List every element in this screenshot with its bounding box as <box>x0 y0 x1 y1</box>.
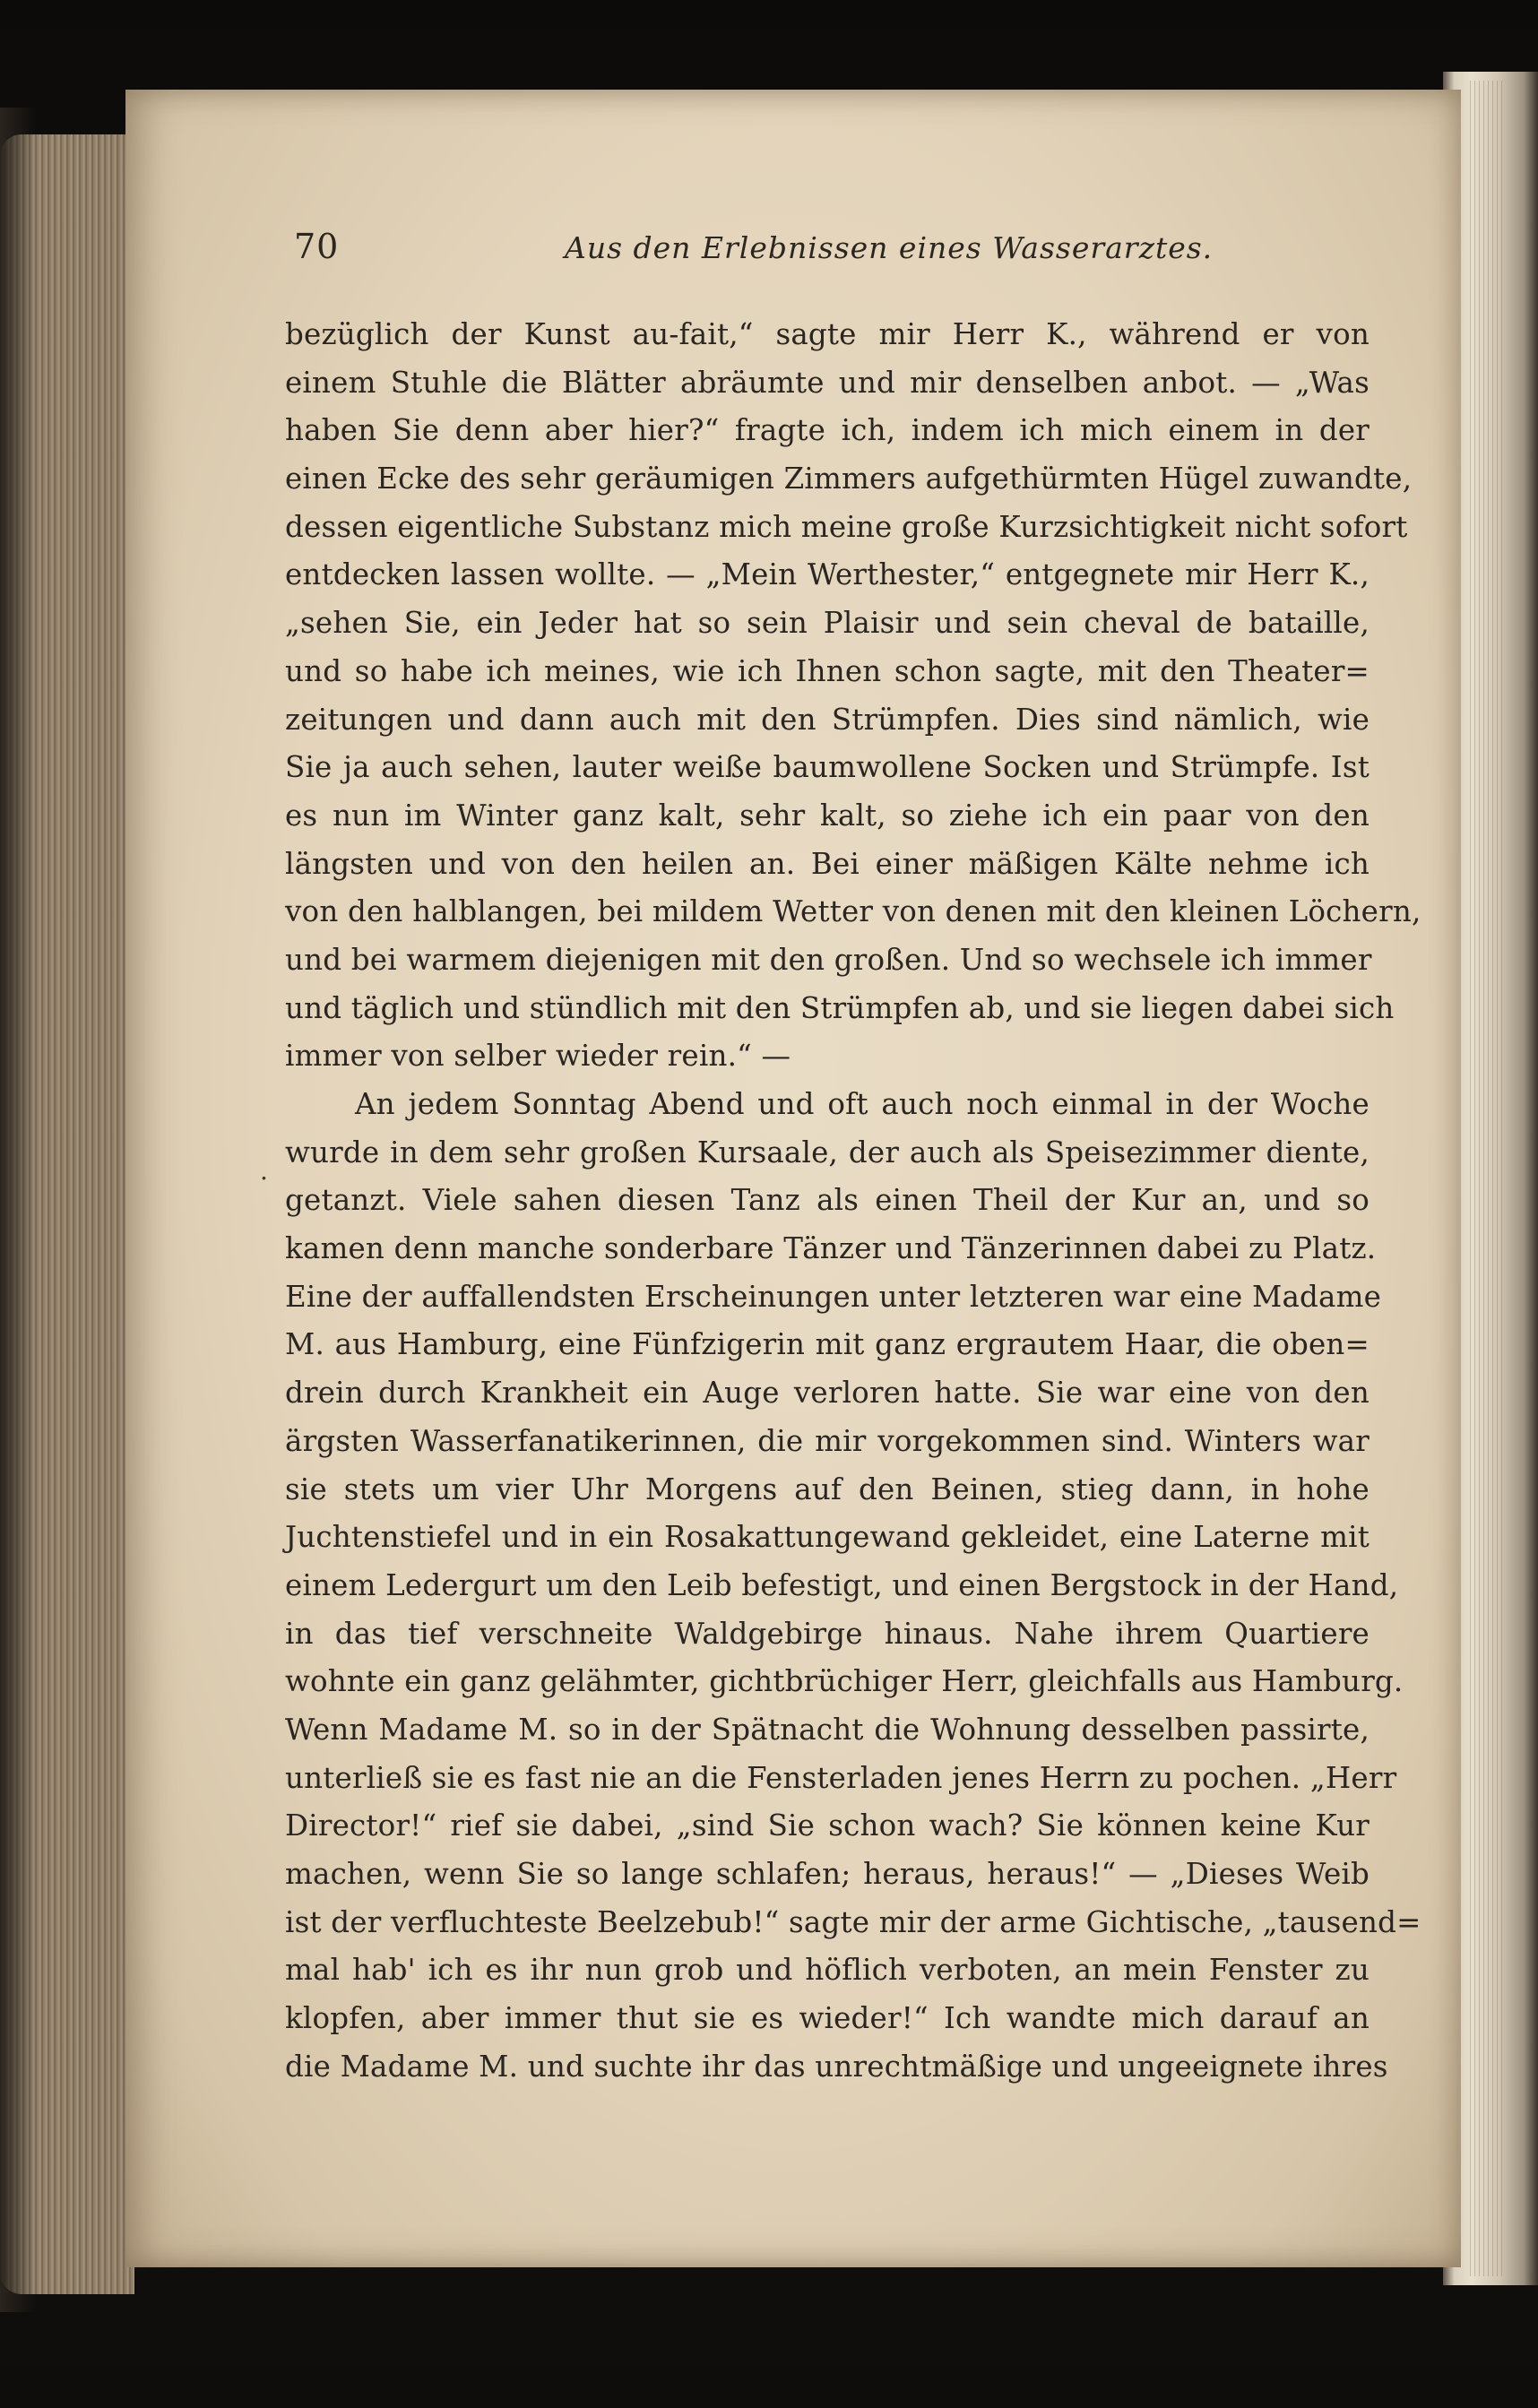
paragraph <box>285 1081 1421 2091</box>
text-line: zeitungen und dann auch mit den Strümpfen. Dies sind nämlich, wie <box>285 702 1370 737</box>
text-line: M. aus Hamburg, eine Fünfzigerin mit ganz ergrautem Haar, die oben= <box>285 1327 1370 1362</box>
text-line: Director!“ rief sie dabei, „sind Sie schon wach? Sie können keine Kur <box>285 1808 1370 1843</box>
page-edge-lines-right <box>1470 81 1506 2276</box>
text-line: dessen eigentliche Substanz mich meine große Kurzsichtigkeit nicht sofort <box>285 509 1408 544</box>
text-line: ärgsten Wasserfanatikerinnen, die mir vorgekommen sind. Winters war <box>285 1423 1370 1458</box>
text-line: kamen denn manche sonderbare Tänzer und Tänzerinnen dabei zu Platz. <box>285 1231 1377 1266</box>
text-line: machen, wenn Sie so lange schlafen; heraus, heraus!“ — „Dieses Weib <box>285 1857 1370 1891</box>
body-text <box>285 311 1421 2091</box>
text-line: und bei warmem diejenigen mit den großen. Und so wechsele ich immer <box>285 942 1372 977</box>
page-number: 70 <box>294 227 340 266</box>
text-line: und täglich und stündlich mit den Strümpfen ab, und sie liegen dabei sich <box>285 990 1395 1025</box>
text-line: wurde in dem sehr großen Kursaale, der auch als Speisezimmer diente, <box>285 1135 1370 1169</box>
text-line: Wenn Madame M. so in der Spätnacht die Wohnung desselben passirte, <box>285 1712 1370 1747</box>
margin-mark: . <box>260 1156 268 1186</box>
text-line: An jedem Sonntag Abend und oft auch noch einmal in der Woche <box>355 1087 1370 1121</box>
text-line: von den halblangen, bei mildem Wetter von denen mit den kleinen Löchern, <box>285 894 1421 929</box>
text-line: und so habe ich meines, wie ich Ihnen schon sagte, mit den Theater= <box>285 653 1370 688</box>
text-line: Sie ja auch sehen, lauter weiße baumwollene Socken und Strümpfe. Ist <box>285 750 1370 785</box>
running-title: Aus den Erlebnissen eines Wasserarztes. <box>565 230 1214 265</box>
text-line: „sehen Sie, ein Jeder hat so sein Plaisir und sein cheval de bataille, <box>285 606 1370 641</box>
text-line: in das tief verschneite Waldgebirge hinaus. Nahe ihrem Quartiere <box>285 1616 1370 1651</box>
paragraph <box>285 311 1421 1081</box>
book-shadow-left <box>0 108 36 2312</box>
text-line: haben Sie denn aber hier?“ fragte ich, indem ich mich einem in der <box>285 413 1370 448</box>
text-line: einem Ledergurt um den Leib befestigt, und einen Bergstock in der Hand, <box>285 1567 1399 1602</box>
text-line: es nun im Winter ganz kalt, sehr kalt, so ziehe ich ein paar von den <box>285 798 1370 833</box>
text-line: einem Stuhle die Blätter abräumte und mir denselben anbot. — „Was <box>285 365 1370 400</box>
text-line: längsten und von den heilen an. Bei einer mäßigen Kälte nehme ich <box>285 846 1370 881</box>
text-line: klopfen, aber immer thut sie es wieder!“ Ich wandte mich darauf an <box>285 2001 1370 2036</box>
text-line: immer von selber wieder rein.“ — <box>285 1039 791 1074</box>
text-line: mal hab' ich es ihr nun grob und höflich verboten, an mein Fenster zu <box>285 1953 1370 1988</box>
text-line: drein durch Krankheit ein Auge verloren hatte. Sie war eine von den <box>285 1376 1370 1411</box>
text-line: unterließ sie es fast nie an die Fensterladen jenes Herrn zu pochen. „Herr <box>285 1760 1397 1795</box>
text-line: wohnte ein ganz gelähmter, gichtbrüchiger Herr, gleichfalls aus Hamburg. <box>285 1664 1404 1699</box>
text-line: entdecken lassen wollte. — „Mein Werthester,“ entgegnete mir Herr K., <box>285 557 1370 592</box>
text-line: getanzt. Viele sahen diesen Tanz als einen Theil der Kur an, und so <box>285 1183 1370 1218</box>
text-line: Eine der auffallendsten Erscheinungen unter letzteren war eine Madame <box>285 1279 1382 1314</box>
page-header <box>170 227 1353 281</box>
text-line: die Madame M. und suchte ihr das unrechtmäßige und ungeeignete ihres <box>285 2049 1388 2084</box>
text-line: ist der verfluchteste Beelzebub!“ sagte mir der arme Gichtische, „tausend= <box>285 1904 1421 1939</box>
text-line: Juchtenstiefel und in ein Rosakattungewand gekleidet, eine Laterne mit <box>285 1520 1370 1555</box>
text-line: bezüglich der Kunst au-fait,“ sagte mir Herr K., während er von <box>285 317 1370 351</box>
text-line: einen Ecke des sehr geräumigen Zimmers aufgethürmten Hügel zuwandte, <box>285 462 1413 496</box>
text-line: sie stets um vier Uhr Morgens auf den Beinen, stieg dann, in hohe <box>285 1472 1370 1506</box>
